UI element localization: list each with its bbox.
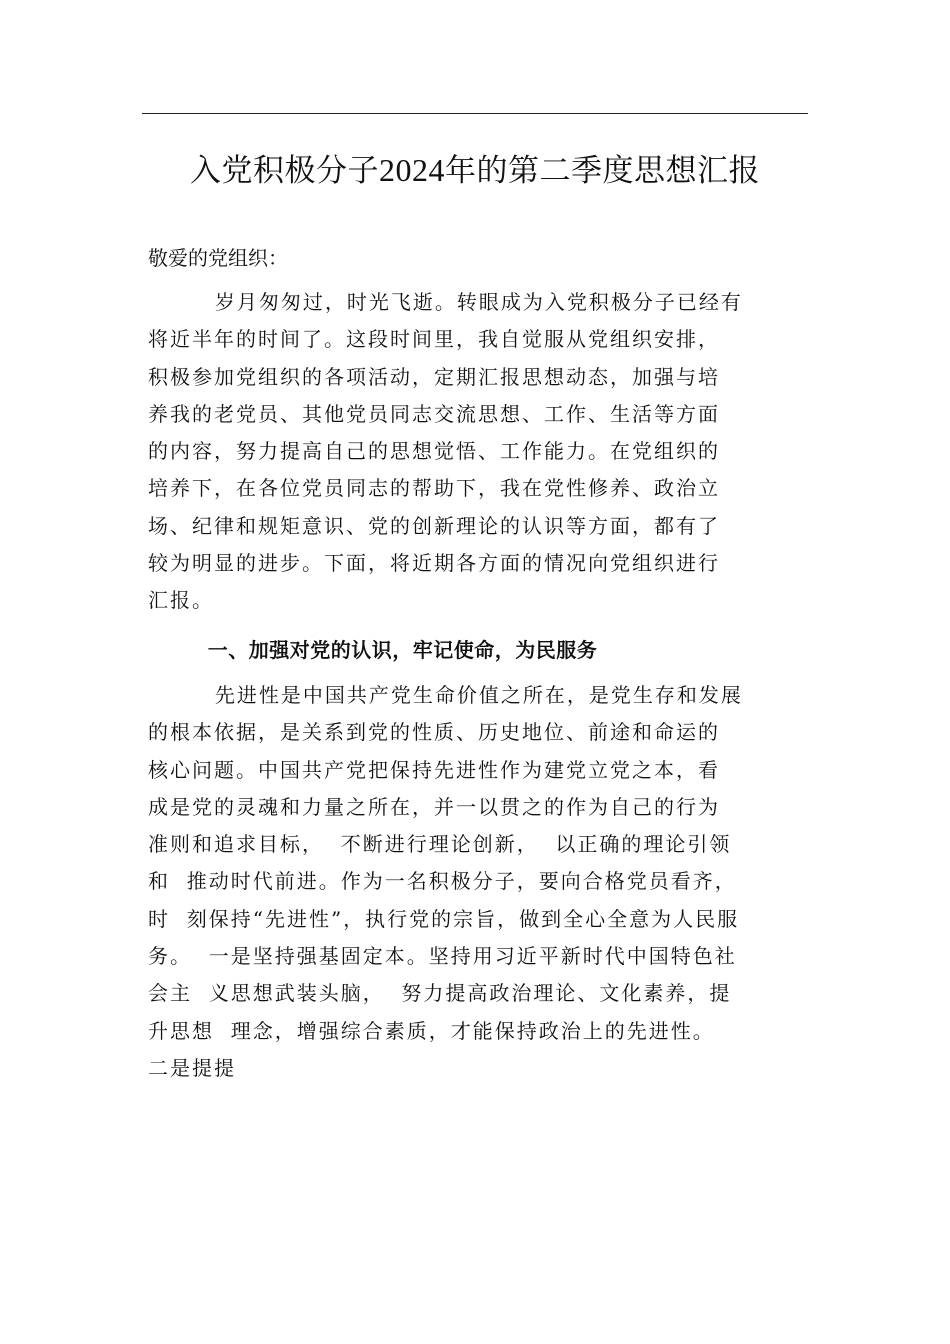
paragraph-line: 时 刻保持“先进性”，执行党的宗旨，做到全心全意为人民服	[148, 906, 740, 931]
salutation: 敬爱的党组织：	[148, 246, 288, 270]
paragraph-line: 岁月匆匆过，时光飞逝。转眼成为入党积极分子已经有	[148, 290, 743, 314]
section-heading-1: 一、加强对党的认识，牢记使命，为民服务	[148, 638, 598, 662]
paragraph-line: 升思想 理念，增强综合素质，才能保持政治上的先进性。	[148, 1018, 715, 1043]
title-prefix: 入党积极分子	[190, 153, 379, 189]
paragraph-line: 务。 一是坚持强基固定本。坚持用习近平新时代中国特色社	[148, 944, 737, 969]
paragraph-line: 核心问题。中国共产党把保持先进性作为建党立党之本，看	[148, 757, 720, 782]
title-year: 2024	[379, 152, 445, 188]
paragraph-line: 的内容，努力提高自己的思想觉悟、工作能力。在党组织的	[148, 439, 720, 464]
paragraph-line: 积极参加党组织的各项活动，定期汇报思想动态，加强与培	[148, 364, 720, 389]
title-suffix: 年的第二季度思想汇报	[445, 153, 760, 189]
paragraph-line: 二是提提	[148, 1055, 236, 1080]
paragraph-line: 准则和追求目标， 不断进行理论创新， 以正确的理论引领	[148, 832, 732, 857]
paragraph-line: 成是党的灵魂和力量之所在，并一以贯之的作为自己的行为	[148, 794, 720, 819]
paragraph-line: 的根本依据，是关系到党的性质、历史地位、前途和命运的	[148, 720, 720, 745]
paragraph-line: 培养下，在各位党员同志的帮助下，我在党性修养、政治立	[148, 476, 720, 501]
paragraph-intro	[148, 284, 804, 620]
paragraph-section-1	[148, 677, 804, 1087]
paragraph-line: 会主 义思想武装头脑， 努力提高政治理论、文化素养，提	[148, 981, 732, 1006]
paragraph-line: 和 推动时代前进。作为一名积极分子，要向合格党员看齐，	[148, 869, 737, 894]
paragraph-line: 场、纪律和规矩意识、党的创新理论的认识等方面，都有了	[148, 513, 720, 538]
paragraph-line: 养我的老党员、其他党员同志交流思想、工作、生活等方面	[148, 401, 720, 426]
header-rule	[142, 113, 808, 114]
paragraph-line: 汇报。	[148, 588, 214, 613]
paragraph-line: 将近半年的时间了。这段时间里，我自觉服从党组织安排，	[148, 327, 720, 352]
document-title	[142, 146, 808, 195]
paragraph-line: 先进性是中国共产党生命价值之所在，是党生存和发展	[148, 683, 743, 707]
paragraph-line: 较为明显的进步。下面，将近期各方面的情况向党组织进行	[148, 551, 720, 576]
